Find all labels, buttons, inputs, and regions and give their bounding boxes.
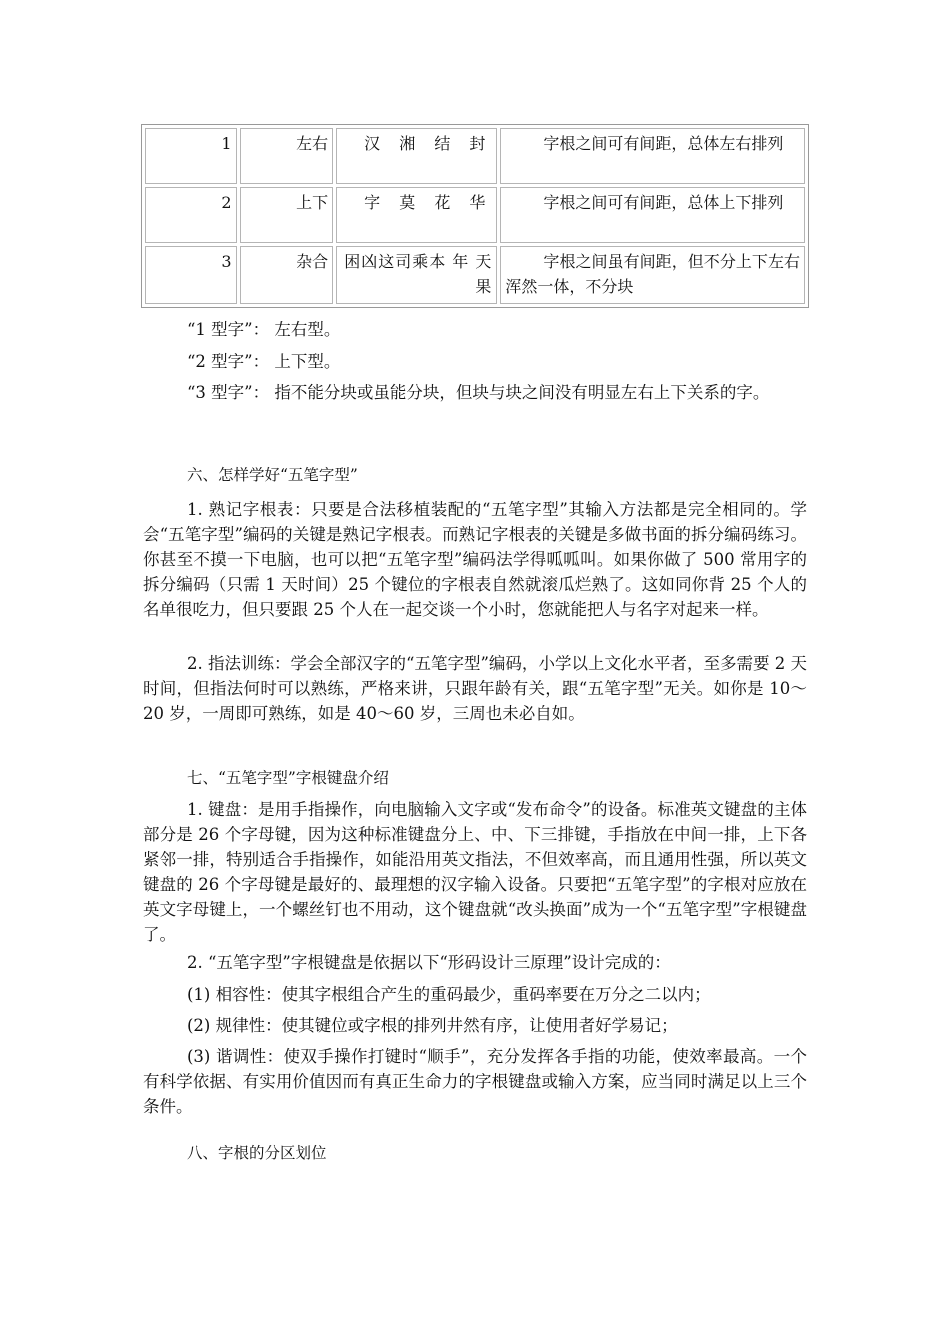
type-examples: 困凶这司乘本 年 天 果	[336, 246, 497, 304]
type-name: 上下	[240, 187, 334, 243]
paragraph: 2. 指法训练：学会全部汉字的“五笔字型”编码，小学以上文化水平者，至多需要 2 天时间，但指法何时可以熟练，严格来讲，只跟年龄有关，跟“五笔字型”无关。如你是 10～20 岁，一周即可熟练，如是 40～60 岁，三周也未必自如。	[143, 654, 807, 723]
section-heading: 七、“五笔字型”字根键盘介绍	[187, 769, 389, 787]
table-row	[145, 187, 805, 243]
type-number: 2	[145, 187, 237, 243]
type-description: 字根之间虽有间距，但不分上下左右浑然一体，不分块	[500, 246, 805, 304]
type-definition: “2 型字”： 上下型。	[187, 352, 341, 371]
paragraph: (2) 规律性：使其键位或字根的排列井然有序，让使用者好学易记；	[187, 1016, 678, 1035]
table-row	[145, 246, 805, 304]
type-examples: 字 莫 花 华	[336, 187, 497, 243]
paragraph: 2. “五笔字型”字根键盘是依据以下“形码设计三原理”设计完成的：	[187, 953, 671, 972]
type-description: 字根之间可有间距，总体上下排列	[500, 187, 805, 243]
type-definition: “1 型字”： 左右型。	[187, 320, 341, 339]
type-definition: “3 型字”： 指不能分块或虽能分块，但块与块之间没有明显左右上下关系的字。	[187, 383, 770, 402]
table-row	[145, 128, 805, 184]
paragraph: (1) 相容性：使其字根组合产生的重码最少，重码率要在万分之二以内；	[187, 985, 711, 1004]
glyph-type-table	[141, 124, 809, 308]
type-name: 杂合	[240, 246, 334, 304]
type-description: 字根之间可有间距，总体左右排列	[500, 128, 805, 184]
paragraph: 1. 熟记字根表：只要是合法移植装配的“五笔字型”其输入方法都是完全相同的。学会“五笔字型”编码的关键是熟记字根表。而熟记字根表的关键是多做书面的拆分编码练习。你甚至不摸一下电脑，也可以把“五笔字型”编码法学得呱呱叫。如果你做了 500 常用字的拆分编码（只需 1 天时间）25 个键位的字根表自然就滚瓜烂熟了。这如同你背 25 个人的名单很吃力，但只要跟 25 个人在一起交谈一个小时，您就能把人与名字对起来一样。	[143, 500, 807, 619]
type-number: 3	[145, 246, 237, 304]
paragraph: 1. 键盘：是用手指操作，向电脑输入文字或“发布命令”的设备。标准英文键盘的主体部分是 26 个字母键，因为这种标准键盘分上、中、下三排键，手指放在中间一排，上下各紧邻一排，特别适合手指操作，如能沿用英文指法，不但效率高，而且通用性强，所以英文键盘的 26 个字母键是最好的、最理想的汉字输入设备。只要把“五笔字型”的字根对应放在英文字母键上，一个螺丝钉也不用动，这个键盘就“改头换面”成为一个“五笔字型”字根键盘了。	[143, 800, 807, 944]
paragraph: (3) 谐调性：使双手操作打键时“顺手”，充分发挥各手指的功能，使效率最高。一个有科学依据、有实用价值因而有真正生命力的字根键盘或输入方案，应当同时满足以上三个条件。	[143, 1047, 807, 1116]
type-examples: 汉 湘 结 封	[336, 128, 497, 184]
type-name: 左右	[240, 128, 334, 184]
section-heading: 六、怎样学好“五笔字型”	[187, 466, 358, 484]
type-number: 1	[145, 128, 237, 184]
section-heading: 八、字根的分区划位	[187, 1144, 327, 1162]
